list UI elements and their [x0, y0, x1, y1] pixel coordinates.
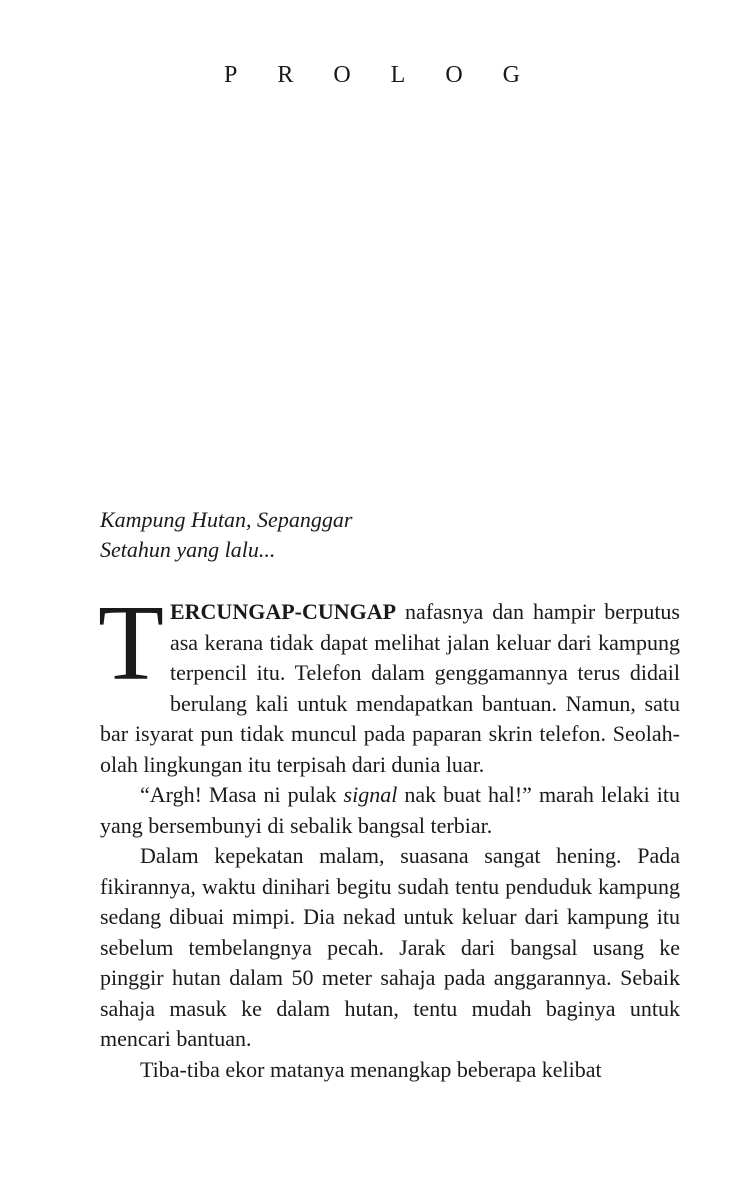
paragraph-2 — [100, 780, 680, 841]
dateline — [100, 505, 352, 565]
paragraph-1 — [98, 584, 680, 780]
paragraph-2-after: nak buat hal!” marah lelaki itu yang bersembunyi di sebalik bangsal terbiar. — [100, 782, 680, 838]
lead-in: ERCUNGAP-CUNGAP — [169, 599, 397, 624]
chapter-title: PROLOG — [223, 62, 560, 88]
dateline-place: Kampung Hutan, Sepanggar — [100, 507, 353, 532]
paragraph-2-before: “Argh! Masa ni pulak — [140, 782, 344, 807]
paragraph-4: Tiba-tiba ekor matanya menangkap beberapa kelibat — [140, 1056, 602, 1082]
body-text — [98, 584, 680, 1085]
paragraph-2-italic: signal — [343, 782, 398, 807]
paragraph-1-text: nafasnya dan hampir berputus asa kerana tidak dapat melihat jalan keluar dari kampung terpencil itu. Telefon dalam genggamannya terus didail berulang kali untuk mendapatkan bantuan. Namun, satu bar isyarat pun tidak muncul pada paparan skrin telefon. Seolah-olah lingkungan itu terpisah dari dunia luar. — [100, 599, 680, 777]
drop-cap: T — [98, 584, 164, 703]
paragraph-3: Dalam kepekatan malam, suasana sangat hening. Pada fikirannya, waktu dinihari begitu sudah tentu penduduk kampung sedang dibuai mimpi. Dia nekad untuk keluar dari kampung itu sebelum tembelangnya pecah. Jarak dari bangsal usang ke pinggir hutan dalam 50 meter sahaja pada anggarannya. Sebaik sahaja masuk ke dalam hutan, tentu mudah baginya untuk mencari bantuan. — [100, 843, 680, 1051]
dateline-time: Setahun yang lalu... — [100, 537, 276, 562]
